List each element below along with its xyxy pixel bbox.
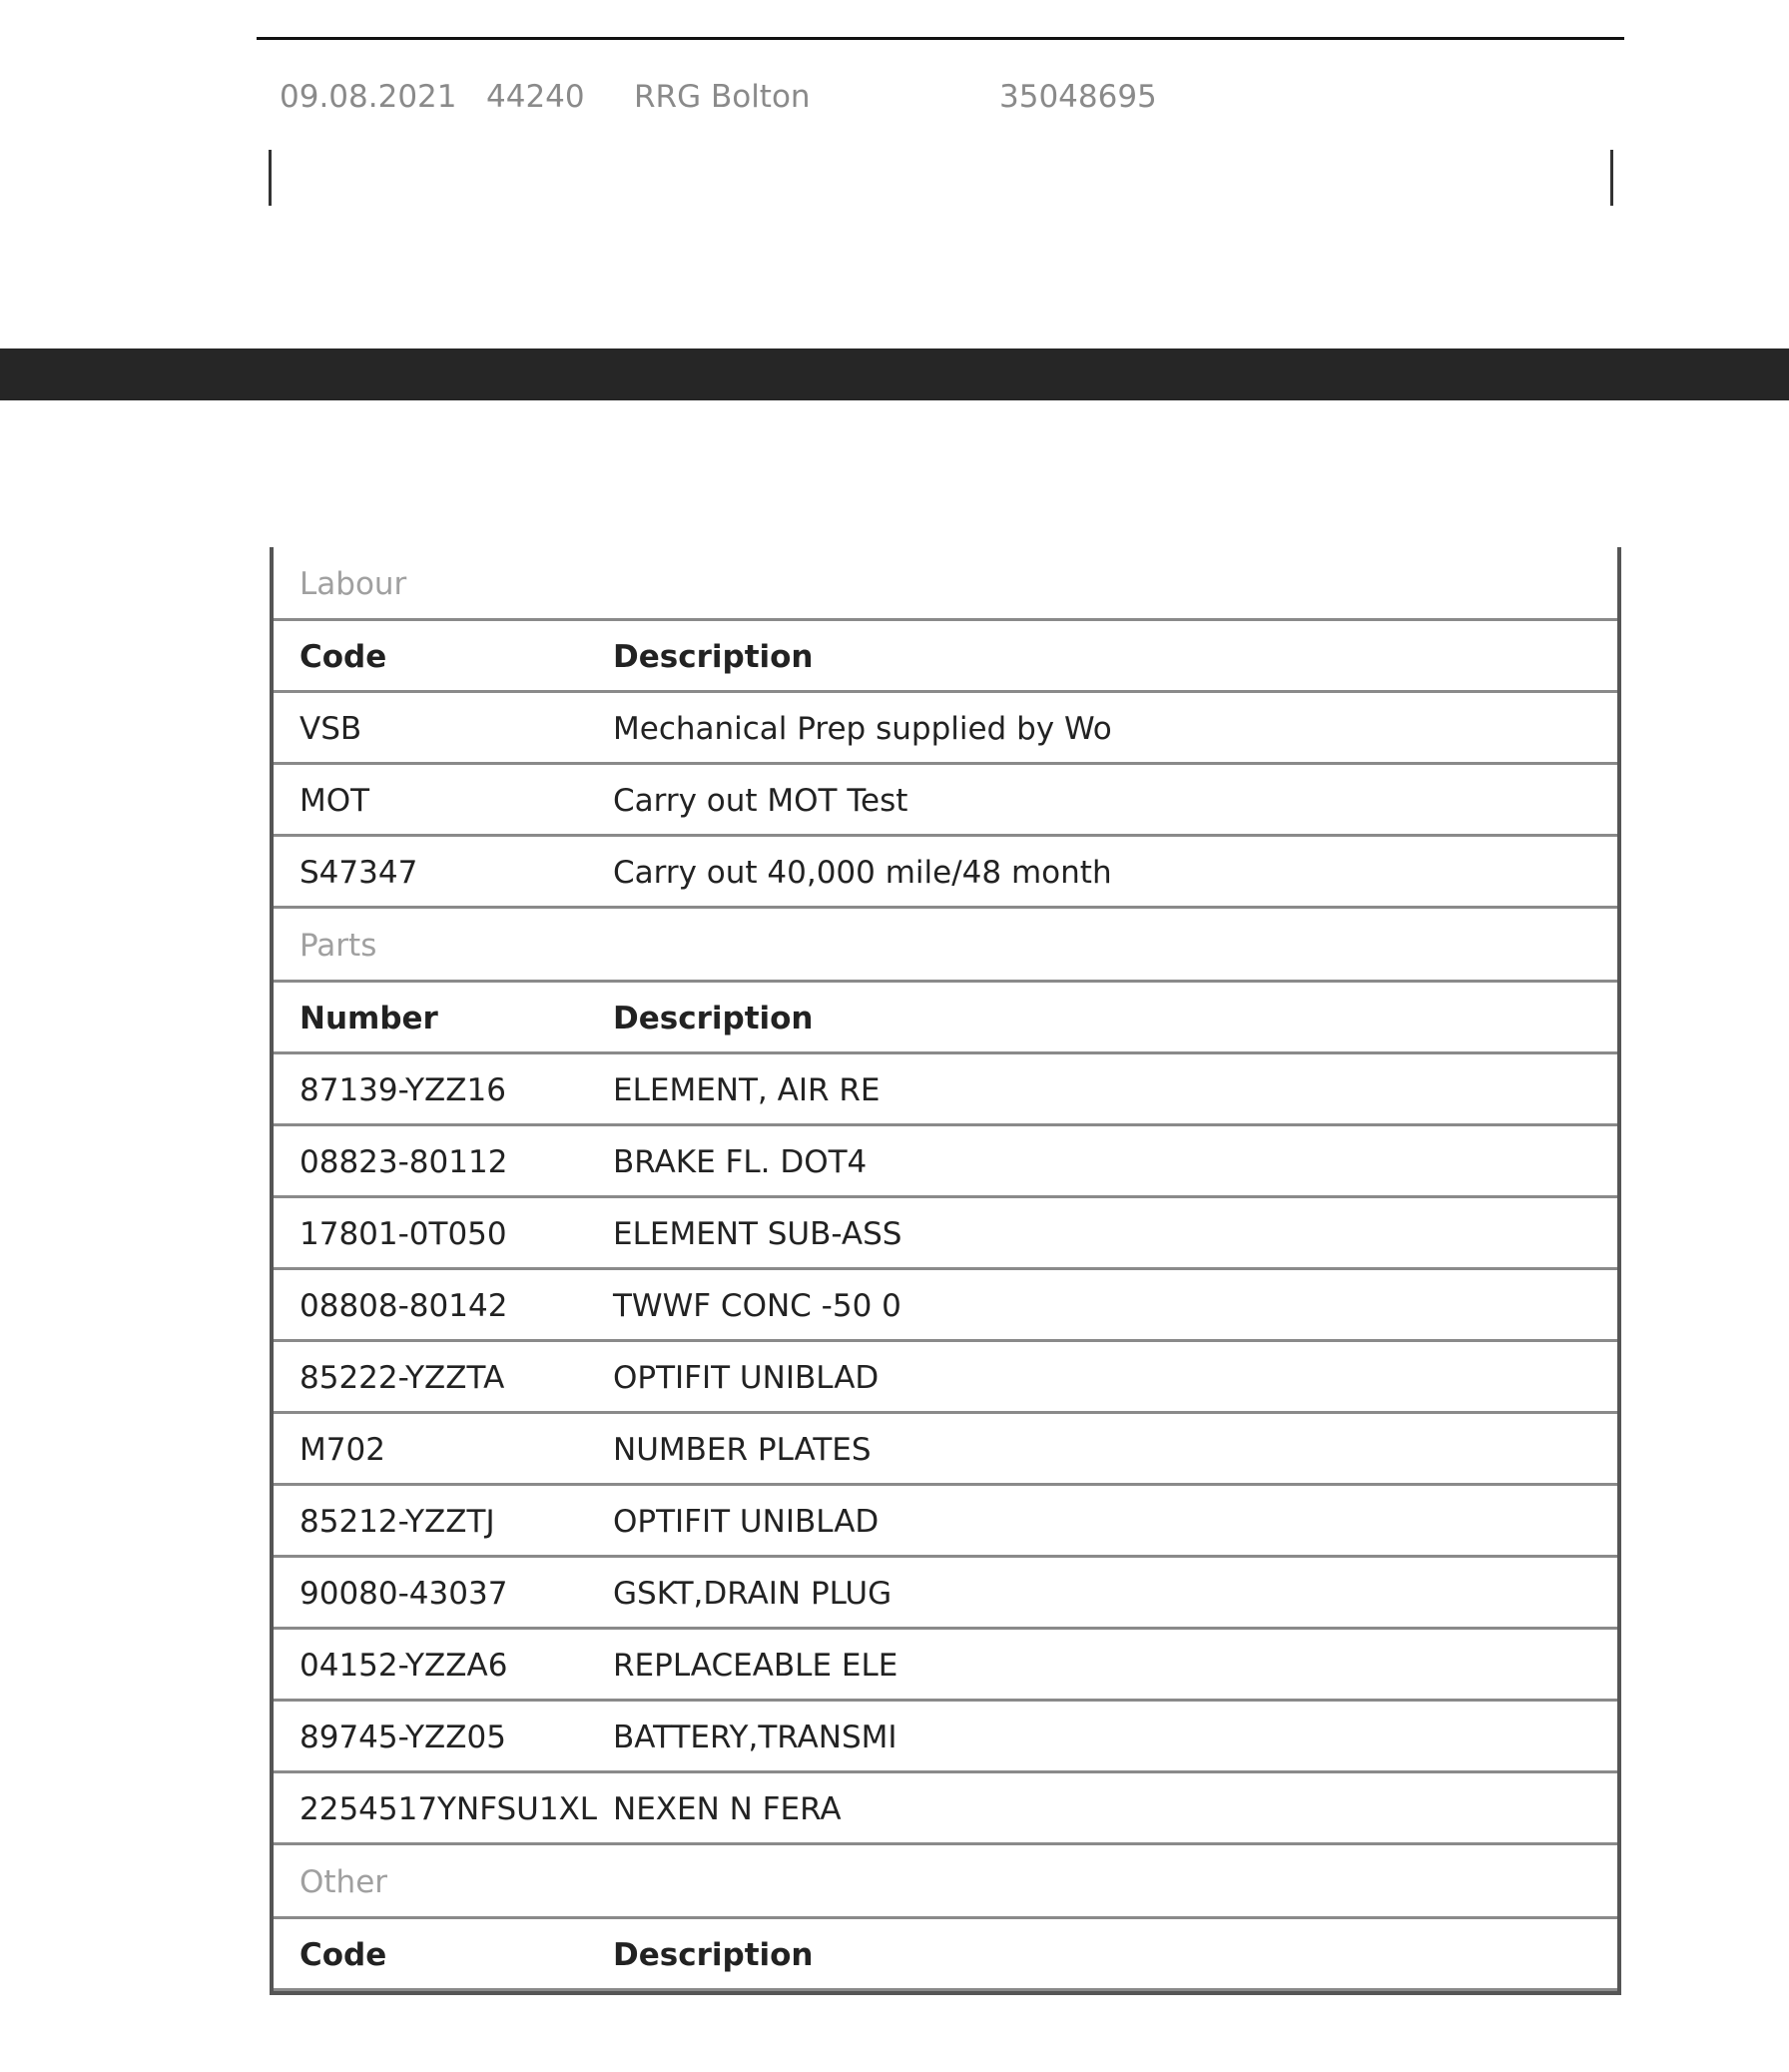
column-header-number: Number <box>299 1001 438 1036</box>
part-description: TWWF CONC -50 0 <box>613 1288 901 1324</box>
service-reference: 35048695 <box>999 79 1157 115</box>
table-row <box>274 837 1617 909</box>
labour-code: VSB <box>299 711 362 747</box>
service-date: 09.08.2021 <box>280 79 457 115</box>
part-description: BRAKE FL. DOT4 <box>613 1144 868 1180</box>
parts-header-row <box>274 983 1617 1054</box>
part-description: ELEMENT SUB-ASS <box>613 1216 902 1252</box>
part-number: M702 <box>299 1432 385 1468</box>
table-row <box>274 693 1617 765</box>
column-header-code: Code <box>299 1937 387 1973</box>
table-row <box>274 1198 1617 1270</box>
labour-description: Mechanical Prep supplied by Wo <box>613 711 1112 747</box>
section-title: Parts <box>299 928 377 964</box>
labour-description: Carry out 40,000 mile/48 month <box>613 855 1112 891</box>
table-row <box>274 1486 1617 1558</box>
table-row <box>274 1630 1617 1702</box>
part-description: OPTIFIT UNIBLAD <box>613 1504 880 1540</box>
table-row <box>274 1342 1617 1414</box>
panel-border-left <box>269 150 272 206</box>
column-header-description: Description <box>613 639 814 675</box>
part-description: BATTERY,TRANSMI <box>613 1720 897 1755</box>
part-number: 89745-YZZ05 <box>299 1720 506 1755</box>
part-description: OPTIFIT UNIBLAD <box>613 1360 880 1396</box>
table-row <box>274 1702 1617 1773</box>
service-mileage: 44240 <box>486 79 585 115</box>
part-number: 87139-YZZ16 <box>299 1072 506 1108</box>
column-header-description: Description <box>613 1937 814 1973</box>
table-row <box>274 1773 1617 1845</box>
labour-description: Carry out MOT Test <box>613 783 908 819</box>
part-number: 04152-YZZA6 <box>299 1648 508 1684</box>
labour-code: S47347 <box>299 855 418 891</box>
part-description: REPLACEABLE ELE <box>613 1648 898 1684</box>
labour-header-row <box>274 621 1617 693</box>
labour-section-title <box>274 547 1617 621</box>
section-title: Other <box>299 1864 388 1900</box>
top-divider <box>257 37 1624 40</box>
column-header-description: Description <box>613 1001 814 1036</box>
other-header-row <box>274 1919 1617 1991</box>
part-number: 85222-YZZTA <box>299 1360 505 1396</box>
table-row <box>274 1270 1617 1342</box>
part-description: ELEMENT, AIR RE <box>613 1072 881 1108</box>
labour-code: MOT <box>299 783 370 819</box>
part-number: 08808-80142 <box>299 1288 508 1324</box>
table-row <box>274 765 1617 837</box>
part-number: 2254517YNFSU1XL <box>299 1791 598 1827</box>
section-separator-band <box>0 348 1789 400</box>
part-description: GSKT,DRAIN PLUG <box>613 1576 893 1612</box>
part-number: 17801-0T050 <box>299 1216 507 1252</box>
service-details-table <box>270 547 1621 1995</box>
panel-border-right <box>1610 150 1613 206</box>
parts-section-title <box>274 909 1617 983</box>
table-row <box>274 1126 1617 1198</box>
other-section-title <box>274 1845 1617 1919</box>
part-description: NEXEN N FERA <box>613 1791 842 1827</box>
table-row <box>274 1558 1617 1630</box>
service-history-row[interactable] <box>280 72 1617 122</box>
service-site: RRG Bolton <box>634 79 811 115</box>
section-title: Labour <box>299 566 407 602</box>
part-number: 08823-80112 <box>299 1144 508 1180</box>
part-number: 85212-YZZTJ <box>299 1504 495 1540</box>
column-header-code: Code <box>299 639 387 675</box>
table-row <box>274 1054 1617 1126</box>
part-number: 90080-43037 <box>299 1576 508 1612</box>
part-description: NUMBER PLATES <box>613 1432 872 1468</box>
table-row <box>274 1414 1617 1486</box>
